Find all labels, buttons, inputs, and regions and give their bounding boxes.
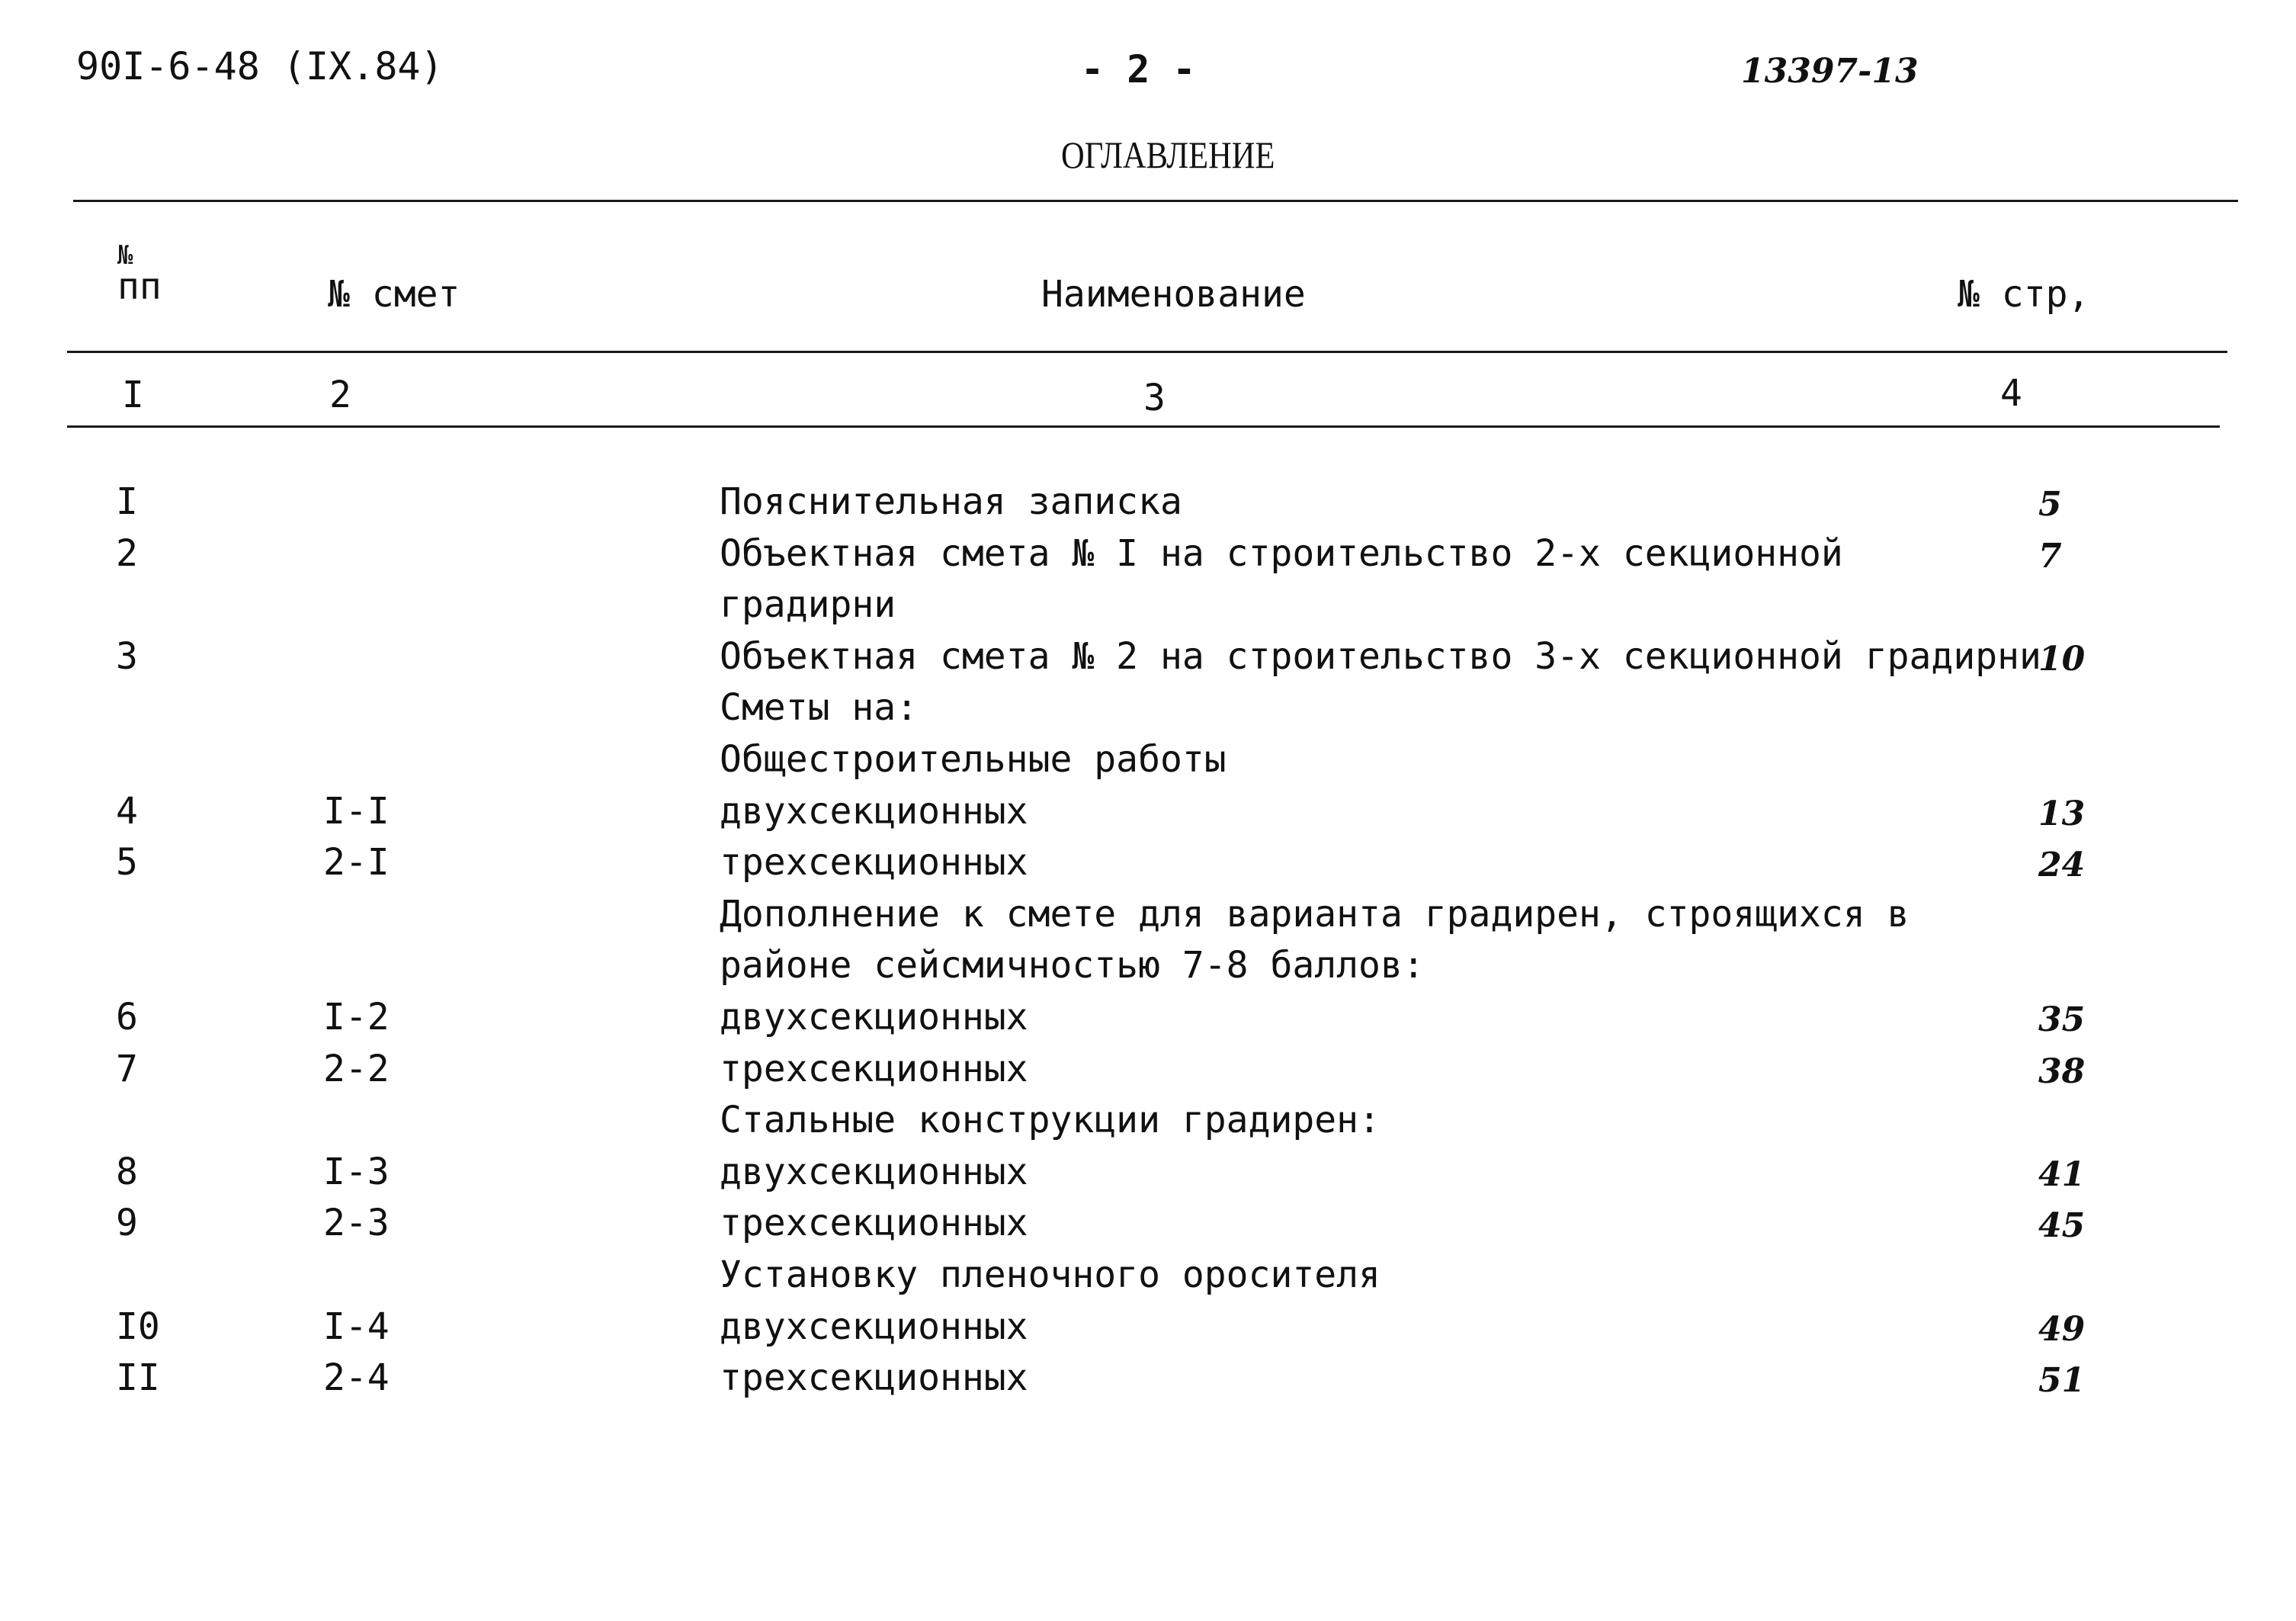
estimate-number: I-2	[323, 996, 390, 1038]
item-name: Объектная смета № I на строительство 2-х секционной	[720, 532, 1843, 575]
estimate-number: I-4	[323, 1305, 390, 1348]
table-top-rule	[73, 200, 2238, 202]
item-name: Стальные конструкции градирен:	[720, 1099, 1380, 1141]
item-name: Объектная смета № 2 на строительство 3-х секционной градирни	[720, 635, 2041, 678]
estimate-number: I-I	[323, 790, 390, 833]
item-number: 2	[116, 532, 138, 575]
column-number-2: 2	[329, 374, 351, 416]
item-number: 5	[116, 841, 138, 884]
item-number: 6	[116, 996, 138, 1038]
page-ref: 5	[2038, 485, 2062, 524]
item-number: 3	[116, 635, 138, 678]
item-number: I0	[116, 1305, 160, 1348]
estimate-number: I-3	[323, 1151, 390, 1193]
archive-number: 13397-13	[1741, 52, 1919, 91]
page-ref: 7	[2038, 537, 2062, 576]
item-number: 8	[116, 1151, 138, 1193]
item-name: трехсекционных	[720, 1202, 1028, 1244]
page-ref: 41	[2038, 1155, 2086, 1194]
page-ref: 10	[2038, 640, 2086, 679]
column-number-4: 4	[2000, 372, 2022, 415]
header-estimate-number: № смет	[328, 273, 460, 316]
item-name: Дополнение к смете для варианта градирен, строящихся в	[720, 893, 1910, 936]
page-ref: 38	[2038, 1052, 2086, 1091]
header-page-number: № стр,	[1958, 273, 2090, 316]
item-name: трехсекционных	[720, 841, 1028, 884]
page-ref: 13	[2038, 794, 2086, 833]
header-number-sign: №	[117, 240, 133, 271]
page-ref: 45	[2038, 1206, 2086, 1245]
page-ref: 35	[2038, 1000, 2086, 1039]
estimate-number: 2-4	[323, 1356, 390, 1399]
item-name: трехсекционных	[720, 1048, 1028, 1090]
estimate-number: 2-2	[323, 1048, 390, 1090]
column-number-rule	[67, 425, 2220, 428]
header-rule	[67, 351, 2227, 353]
item-number: II	[116, 1356, 160, 1399]
page-title: ОГЛАВЛЕНИЕ	[1061, 133, 1275, 176]
item-name: Общестроительные работы	[720, 738, 1227, 781]
item-name: двухсекционных	[720, 790, 1028, 833]
item-name: Пояснительная записка	[720, 480, 1182, 523]
header-pp: пп	[117, 265, 162, 308]
estimate-number: 2-I	[323, 841, 390, 884]
item-name: Установку пленочного оросителя	[720, 1253, 1380, 1296]
column-number-3: 3	[1143, 377, 1166, 419]
page-ref: 51	[2038, 1361, 2086, 1400]
item-number: I	[116, 480, 138, 523]
item-name: градирни	[720, 583, 896, 626]
page-ref: 24	[2038, 846, 2086, 884]
item-number: 9	[116, 1202, 138, 1244]
doc-code: 90I-6-48 (IX.84)	[76, 44, 444, 88]
header-item-number	[117, 240, 162, 308]
item-number: 7	[116, 1048, 138, 1090]
page-number: - 2 -	[1081, 47, 1196, 91]
column-number-1: I	[122, 374, 144, 416]
header-name: Наименование	[1041, 273, 1306, 316]
item-name: трехсекционных	[720, 1356, 1028, 1399]
item-name: Сметы на:	[720, 686, 919, 729]
item-name: двухсекционных	[720, 1305, 1028, 1348]
item-name: районе сейсмичностью 7-8 баллов:	[720, 944, 1425, 987]
estimate-number: 2-3	[323, 1202, 390, 1244]
item-name: двухсекционных	[720, 996, 1028, 1038]
item-number: 4	[116, 790, 138, 833]
page-ref: 49	[2038, 1310, 2086, 1349]
item-name: двухсекционных	[720, 1151, 1028, 1193]
